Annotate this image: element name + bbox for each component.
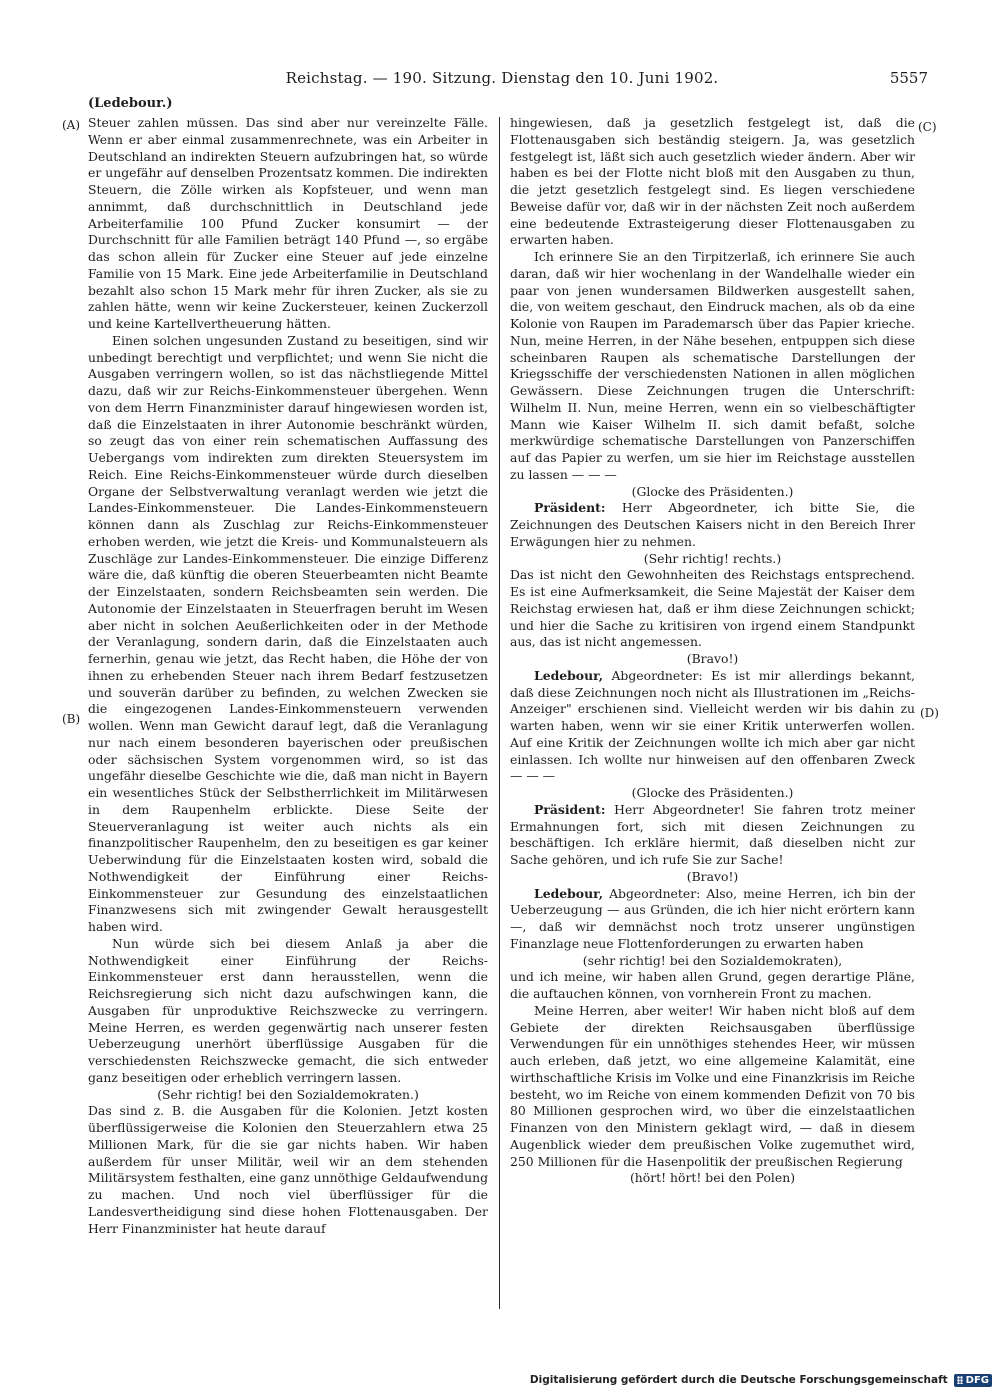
- column-divider: [499, 117, 500, 1309]
- interjection: (Bravo!): [686, 651, 739, 666]
- interjection: (Sehr richtig! rechts.): [643, 550, 782, 566]
- interjection: (Glocke des Präsidenten.): [631, 483, 794, 499]
- footer-credit: [530, 1371, 992, 1389]
- paragraph: und ich meine, wir haben allen Grund, gegen derartige Pläne, die auftauchen können, von vornherein Front zu machen.: [510, 969, 915, 1001]
- paragraph: [510, 668, 915, 785]
- speaker-label: Ledebour,: [534, 667, 604, 683]
- margin-mark-c: (C): [918, 120, 937, 134]
- paragraph: Einen solchen ungesunden Zustand zu beseitigen, sind wir unbedingt berechtigt und verpflichtet; und wenn Sie nicht die Ausgaben verringern wollen, so ist das nächstliegende Mittel dazu, daß wir zur Reichs-Einkommensteuer übergehen. Wenn von dem Herrn Finanzminister darauf hingewiesen worden ist, daß die Einzelstaaten in ihrer Autonomie beschränkt würden, so zeugt das von einer rein schematischen Auffassung des Uebergangs vom indirekten zum direkten Steuersystem im Reich. Eine Reichs-Einkommensteuer würde durch dieselben Organe der Selbstverwaltung veranlagt werden wie jetzt die Landes-Einkommensteuer. Die Landes-Einkommensteuern können dann als Zuschlag zur Reichs-Einkommensteuer erhoben werden, wie jetzt die Kreis- und Kommunalsteuern als Zuschläge zur Landes-Einkommensteuer. Die einzige Differenz wäre die, daß künftig die oberen Steuerbeamten nicht Beamte der Einzelstaaten, sondern Reichsbeamten sein werden. Die Autonomie der Einzelstaaten in Steuerfragen beruht im Wesen aber nicht in solchen Aeußerlichkeiten oder in der Methode der Veranlagung, sondern darin, daß die Einzelstaaten auch fernerhin, genau wie jetzt, das Recht haben, die Höhe der von ihnen zu erhebenden Steuer nach ihrem Bedarf festzusetzen und souverän darüber zu befinden, zu welchen Zwecken sie die eingezogenen Landes-Einkommensteuern verwenden wollen. Wenn man Gewicht darauf legt, daß die Veranlagung nur nach einem besonderen bayerischen oder preußischen oder sächsischen System vorgenommen wird, so ist das ungefähr dieselbe Geschichte wie die, daß man nicht in Bayern ein wesentliches Stück der Selbstherrlichkeit im Militärwesen in dem Raupenhelm erblickte. Diese Seite der Steuerveranlagung ist weiter auch nichts als ein finanzpolitischer Raupenhelm, den zu beseitigen es gar keiner Ueberwindung für die Einzelstaaten kosten wird, sobald die Nothwendigkeit der Einführung einer Reichs-Einkommensteuer zur Gesundung des einzelstaatlichen Finanzwesens sich mit zwingender Gewalt herausgestellt haben wird.: [88, 332, 488, 934]
- speech-text: Abgeordneter: Es ist mir allerdings bekannt, daß diese Zeichnungen noch nicht als Illustrationen im „Reichs-Anzeiger" erschienen sind. Vielleicht werden wir bis dahin zu warten haben, wenn wir sie einer Kritik unterwerfen wollen. Auf eine Kritik der Zeichnungen wollte ich mich aber gar nicht einlassen. Ich wollte nur hinweisen auf den offenbaren Zweck — — —: [510, 667, 915, 784]
- paragraph: Meine Herren, aber weiter! Wir haben nicht bloß auf dem Gebiete der direkten Reichsausgaben überflüssige Verwendungen für ein unnöthiges stehendes Heer, wir müssen auch erleben, daß jetzt, wo eine allgemeine Kalamität, eine wirthschaftliche Krisis im Volke und eine Finanzkrisis im Reiche besteht, wo im Reiche von einem kommenden Defizit von 70 bis 80 Millionen gesprochen wird, wo über die einzelstaatlichen Finanzen von den Ministern geklagt wird, — daß in diesem Augenblick wieder dem preußischen Volke zugemuthet wird, 250 Millionen für die Hasenpolitik der preußischen Regierung: [510, 1002, 915, 1169]
- speaker-label: Präsident:: [534, 500, 606, 516]
- paragraph: Steuer zahlen müssen. Das sind aber nur vereinzelte Fälle. Wenn er aber einmal zusammenrechnete, was ein Arbeiter in Deutschland an indirekten Steuern aufzubringen hat, so würde er ungefähr auf denselben Prozentsatz kommen. Die indirekten Steuern, die Zölle wirken als Kopfsteuer, und wenn man annimmt, daß durchschnittlich in Deutschland jede Arbeiterfamilie 100 Pfund Zucker konsumirt — der Durchschnitt für alle Familien beträgt 140 Pfund —, so ergäbe das schon allein für Zucker eine Steuer auf jede einzelne Familie von 15 Mark. Eine jede Arbeiterfamilie in Deutschland bezahlt also schon 15 Mark mehr für ihren Zucker, als sie zu zahlen hätte, wenn wir keine Zuckersteuer, keinen Zuckerzoll und keine Kartellvertheuerung hätten.: [88, 115, 488, 331]
- paragraph: [510, 886, 915, 953]
- paragraph: Nun würde sich bei diesem Anlaß ja aber die Nothwendigkeit einer Einführung der Reichs-Einkommensteuer erst dann herausstellen, wenn die Reichsregierung sich nicht dazu aufschwingen kann, die Ausgaben für unproduktive Reichszwecke zu verringern. Meine Herren, es werden gegenwärtig nach unserer festen Ueberzeugung unerhört überflüssige Ausgaben für die verschiedensten Reichszwecke gemacht, die sich entweder ganz beseitigen oder erheblich verringern lassen.: [88, 935, 488, 1085]
- page-header: [88, 69, 928, 91]
- footer-text: Digitalisierung gefördert durch die Deutsche Forschungsgemeinschaft: [529, 1374, 948, 1386]
- dfg-logo-icon: [954, 1374, 992, 1387]
- interjection: (Bravo!): [686, 868, 739, 884]
- paragraph: [510, 802, 915, 869]
- dfg-dots-icon: [957, 1376, 963, 1384]
- margin-mark-d: (D): [920, 706, 939, 720]
- interjection: (hört! hört! bei den Polen): [629, 1170, 796, 1186]
- interjection: (Glocke des Präsidenten.): [631, 785, 794, 800]
- speech-text: Herr Abgeordneter, ich bitte Sie, die Zeichnungen des Deutschen Kaisers nicht in den Bereich Ihrer Erwägungen hier zu nehmen.: [510, 500, 915, 549]
- paragraph: Das ist nicht den Gewohnheiten des Reichstags entsprechend. Es ist eine Aufmerksamkeit, die Seine Majestät der Kaiser dem Reichstag erwiesen hat, daß er ihm diese Zeichnungen schickt; und hier die Sache zu kritisiren von irgend einem Standpunkt aus, das ist nicht angemessen.: [510, 567, 915, 650]
- speaker-name: (Ledebour.): [88, 96, 173, 111]
- speaker-label: Präsident:: [534, 801, 606, 817]
- speaker-label: Ledebour,: [534, 885, 604, 901]
- paragraph: Ich erinnere Sie an den Tirpitzerlaß, ich erinnere Sie auch daran, daß wir hier wochenlang in der Wandelhalle wieder ein paar von jenen wundersamen Bildwerken ausgestellt sahen, die, von weitem geschaut, den Eindruck machen, als ob da eine Kolonie von Raupen im Parademarsch über das Papier krieche. Nun, meine Herren, in der Nähe besehen, entpuppen sich diese scheinbaren Raupen als schematische Darstellungen der Kriegsschiffe der verschiedensten Nationen in allen möglichen Gewässern. Diese Zeichnungen trugen die Unterschrift: Wilhelm II. Nun, meine Herren, wenn ein so vielbeschäftigter Mann wie Kaiser Wilhelm II. sich damit befaßt, solche merkwürdige schematische Darstellungen von Panzerschiffen auf das Papier zu werfen, um sie hier im Reichstage ausstellen zu lassen — — —: [510, 249, 915, 482]
- interjection: (Sehr richtig! bei den Sozialdemokraten.): [157, 1086, 419, 1102]
- dfg-logo-text: DFG: [965, 1374, 989, 1386]
- speech-text: Abgeordneter: Also, meine Herren, ich bin der Ueberzeugung — aus Gründen, die ich hier nicht erörtern kann —, daß wir demnächst noch trotz unserer ungünstigen Finanzlage neue Flottenforderungen zu erwarten haben: [510, 885, 915, 951]
- paragraph: Das sind z. B. die Ausgaben für die Kolonien. Jetzt kosten überflüssigerweise die Kolonien den Steuerzahlern etwa 25 Millionen Mark, für die sie gar nichts haben. Wir haben außerdem für unser Militär, weil wir an dem stehenden Militärsystem festhalten, eine ganz unnöthige Geldaufwendung zu machen. Und noch viel überflüssiger für die Landesvertheidigung sind diese hohen Flottenausgaben. Der Herr Finanzminister hat heute darauf: [88, 1103, 488, 1236]
- margin-mark-b: (B): [62, 712, 81, 726]
- speech-text: Herr Abgeordneter! Sie fahren trotz meiner Ermahnungen fort, sich mit diesen Zeichnungen zu beschäftigen. Ich erkläre hiermit, daß dieselben nicht zur Sache gehören, und ich rufe Sie zur Sache!: [510, 801, 915, 867]
- paragraph: hingewiesen, daß ja gesetzlich festgelegt ist, daß die Flottenausgaben sich beständig steigern. Ja, was gesetzlich festgelegt ist, läßt sich auch gesetzlich wieder ändern. Aber wir haben es bei der Flotte nicht bloß mit den Ausgaben zu thun, die jetzt gesetzlich festgelegt sind. Es liegen verschiedene Beweise dafür vor, daß wir in der nächsten Zeit noch außerdem eine bedeutende Extrasteigerung dieser Flottenausgaben zu erwarten haben.: [510, 115, 915, 248]
- margin-mark-a: (A): [62, 118, 81, 132]
- left-column: [88, 115, 488, 1237]
- paragraph: [510, 500, 915, 550]
- right-column: [510, 115, 915, 1187]
- page-title: Reichstag. — 190. Sitzung. Dienstag den 10. Juni 1902.: [285, 69, 719, 87]
- page-number: 5557: [889, 69, 928, 87]
- interjection: (sehr richtig! bei den Sozialdemokraten),: [582, 952, 843, 968]
